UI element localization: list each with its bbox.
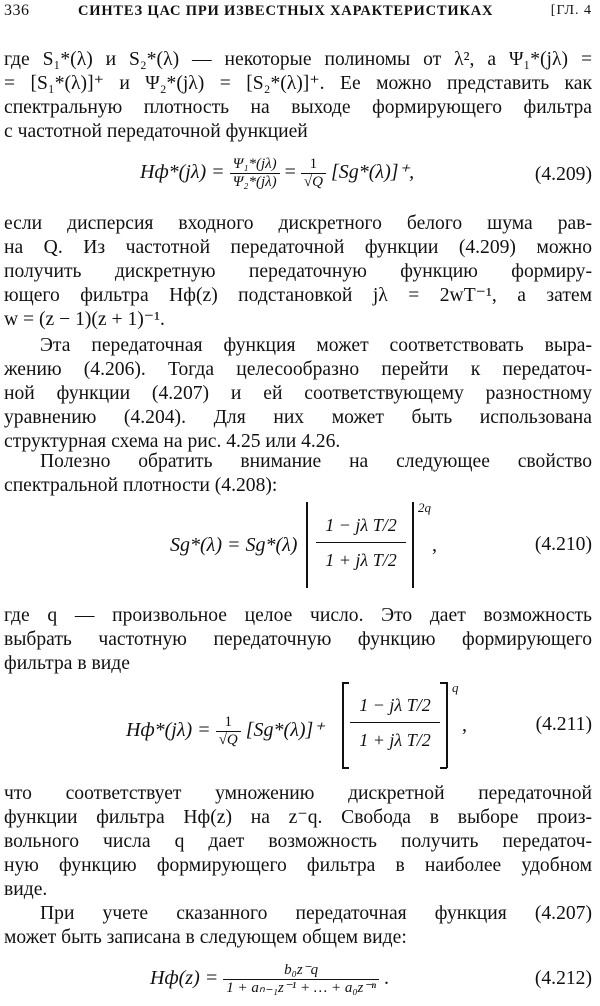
text-line: спектральную плотность на выходе формирующего фильтра <box>4 97 592 118</box>
equation-4-210 <box>0 500 600 596</box>
eq-denominator: 1 + aₙ₋₁z⁻¹ + … + a₀z⁻ⁿ <box>226 980 377 996</box>
text-line: с частотной передаточной функцией <box>4 121 308 142</box>
eq-tail: , <box>432 534 437 556</box>
text-line: Полезно обратить внимание на следующее свойство <box>40 451 592 472</box>
text-line: где q — произвольное целое число. Это дает возможность <box>4 605 592 626</box>
eq-numerator: 1 <box>216 714 241 732</box>
paragraph-7 <box>4 902 592 950</box>
eq-numerator: 1 <box>301 156 326 174</box>
eq-numerator: Ψ₁*(jλ) <box>230 156 280 174</box>
text-line: что соответствует умножению дискретной передаточной <box>4 783 592 804</box>
running-title: СИНТЕЗ ЦАС ПРИ ИЗВЕСТНЫХ ХАРАКТЕРИСТИКАХ <box>78 3 494 19</box>
eq-fraction <box>223 962 379 997</box>
eq-denominator: 1 + jλ T/2 <box>359 730 431 750</box>
paragraph-6 <box>4 782 592 902</box>
text-line: Эта передаточная функция может соответствовать выра- <box>40 335 592 356</box>
text-line: может быть записана в следующем общем виде: <box>4 927 407 948</box>
eq-exponent: q <box>452 680 459 695</box>
eq-lhs: Sg*(λ) = Sg*(λ) <box>170 534 298 556</box>
eq-numerator: 1 − jλ T/2 <box>359 695 431 715</box>
text-line: спектральной плотности (4.208): <box>4 475 278 496</box>
eq-tail: . <box>384 967 390 990</box>
text-line: При учете сказанного передаточная функция (4.207) <box>40 903 592 924</box>
text-line: w = (z − 1)(z + 1)⁻¹. <box>4 309 165 330</box>
paragraph-4 <box>4 450 592 498</box>
text-line: вольного числа q дает возможность получить передаточ- <box>4 831 592 852</box>
text-line: получить дискретную передаточную функцию формиру- <box>4 261 592 282</box>
paragraph-2 <box>4 212 592 332</box>
eq-fraction <box>216 714 241 749</box>
equation-number: (4.210) <box>534 534 592 555</box>
equation-number: (4.212) <box>534 968 592 989</box>
eq-fraction <box>230 156 280 191</box>
running-header <box>4 2 592 28</box>
page-number: 336 <box>4 2 30 19</box>
paragraph-1 <box>4 48 592 144</box>
chapter-label: [ГЛ. 4 <box>550 3 592 18</box>
eq-fraction <box>301 156 326 191</box>
eq-lhs: Hф(z) = <box>150 967 219 990</box>
text-line: функции фильтра Hф(z) на z⁻q. Свобода в выборе произ- <box>4 807 592 828</box>
eq-lhs: Hф*(jλ) = <box>126 719 211 742</box>
paragraph-5 <box>4 604 592 676</box>
text-line: жению (4.206). Тогда целесообразно перейти к передаточ- <box>4 359 592 380</box>
eq-denominator: Ψ₂*(jλ) <box>232 174 277 190</box>
eq-middle: [Sg*(λ)]⁺ <box>245 719 324 742</box>
eq-numerator: b₀z⁻q <box>223 962 379 980</box>
text-line: на Q. Из частотной передаточной функции (4.209) можно <box>4 237 592 258</box>
text-line: = [S₁*(λ)]⁺ и Ψ₂*(jλ) = [S₂*(λ)]⁺. Ее можно представить как <box>4 73 592 94</box>
equation-4-209: Hф*(jλ) = $\frac{\text{Ψ₁*(jλ)}}{\text{Ψ₂*(jλ)}}$ = $\frac{1}{√Q}$ [Sg*(λ)]⁺, (4.209) <box>140 156 592 190</box>
eq-tail: , <box>462 714 467 736</box>
text-line: если дисперсия входного дискретного белого шума рав- <box>4 213 592 234</box>
eq-denominator: √Q <box>218 732 238 748</box>
eq-tail: [Sg*(λ)]⁺, <box>330 161 415 184</box>
eq-numerator: 1 − jλ T/2 <box>325 515 397 535</box>
equation-number: (4.211) <box>535 714 592 735</box>
eq-exponent: 2q <box>418 500 431 515</box>
equation-4-211 <box>0 680 600 776</box>
text-line: ной функции (4.207) и ей соответствующему разностному <box>4 383 592 404</box>
text-line: уравнению (4.204). Для них может быть использована <box>4 407 592 428</box>
equation-number: (4.209) <box>534 164 592 185</box>
text-line: фильтра в виде <box>4 653 130 674</box>
text-line: виде. <box>4 879 48 900</box>
eq-lhs: Hф*(jλ) = <box>140 161 225 184</box>
eq-denominator: 1 + jλ T/2 <box>325 550 397 570</box>
text-line: где S₁*(λ) и S₂*(λ) — некоторые полиномы от λ², а Ψ₁*(jλ) = <box>4 49 592 70</box>
text-line: ющего фильтра Hф(z) подстановкой jλ = 2wT⁻¹, а затем <box>4 285 592 306</box>
paragraph-3 <box>4 334 592 454</box>
eq-denominator: √Q <box>303 174 323 190</box>
text-line: структурная схема на рис. 4.25 или 4.26. <box>4 431 341 452</box>
text-line: ную функцию формирующего фильтра в наиболее удобном <box>4 855 592 876</box>
equation-4-212 <box>0 956 600 1002</box>
text-line: выбрать частотную передаточную функцию формирующего <box>4 629 592 650</box>
